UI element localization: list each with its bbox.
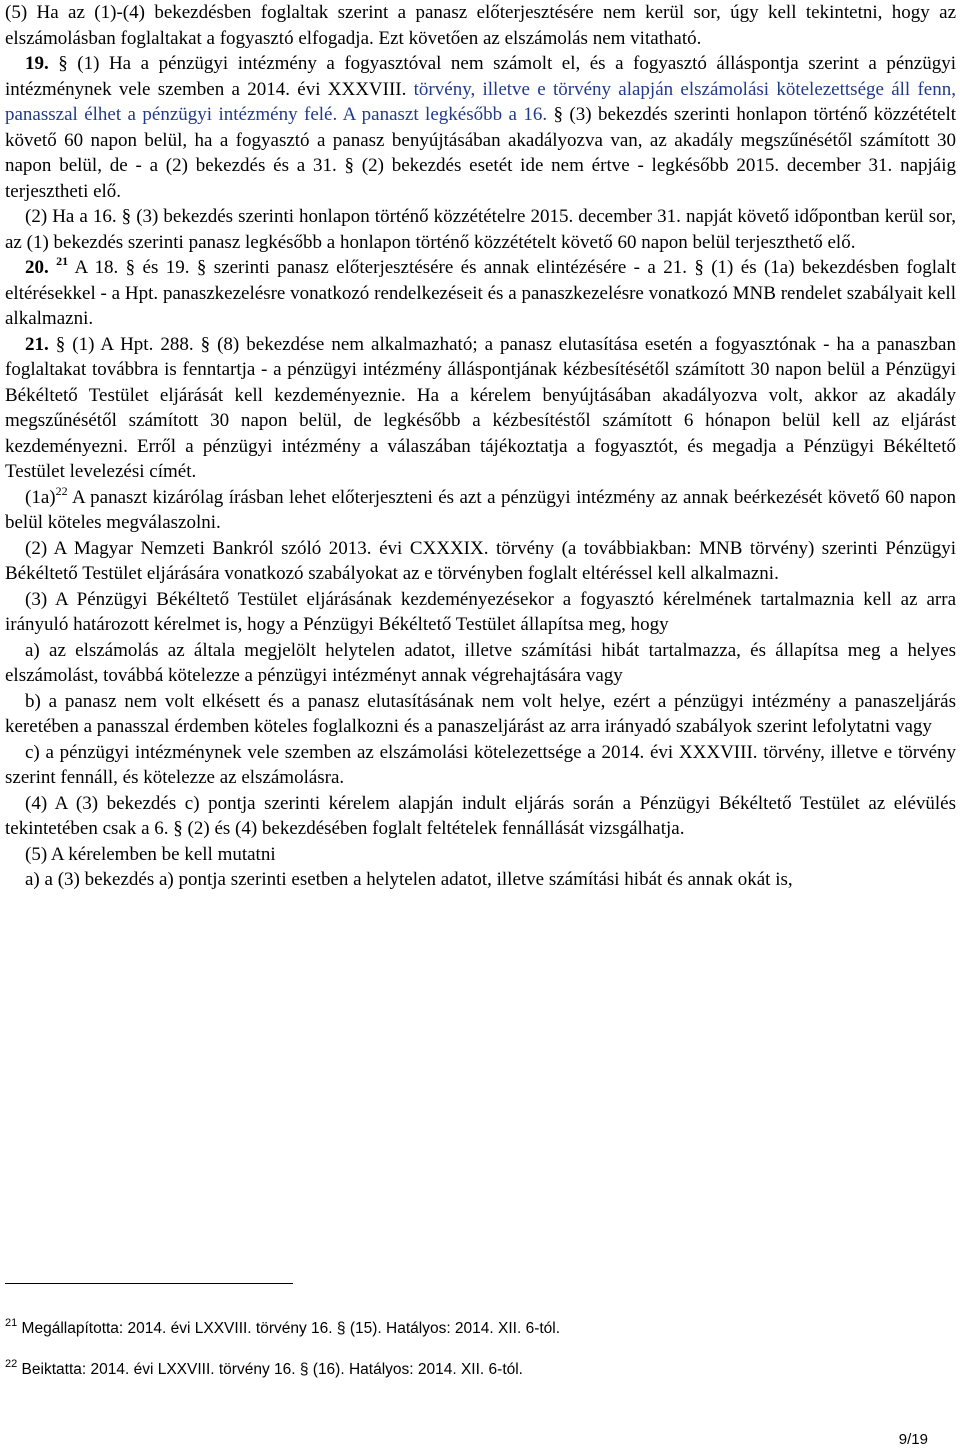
section-19-paragraph-2: (2) Ha a 16. § (3) bekezdés szerinti honlapon történő közzétételre 2015. december 31. napját követő időpontban kerül sor, az (1) bekezdés szerinti panasz legkésőbb a honlapon történő közzétételt követő 60 napon belül terjeszthető elő. (5, 206, 956, 253)
section-21-paragraph-2: (2) A Magyar Nemzeti Bankról szóló 2013. évi CXXXIX. törvény (a továbbiakban: MNB törvény) szerinti Pénzügyi Békéltető Testület eljárására vonatkozó szabályokat az e törvényben foglalt eltéréssel kell alkalmazni. (5, 537, 956, 584)
paragraph-text: § (3) bekezdés szerinti honlapon történő közzétételt követő 60 napon belül, ha a fogyasztó a panasz benyújtásában akadályozva van, az akadály megszűnésétől számított 30 napon belül, de - a (2) bekezdés és a 31. § (2) bekezdés esetét ide nem értve - legkésőbb 2015. december 31. napjáig terjesztheti elő. (5, 104, 957, 202)
section-20 (5, 255, 956, 332)
section-21-paragraph-3: (3) A Pénzügyi Békéltető Testület eljárásának kezdeményezésekor a fogyasztó kérelmének tartalmaznia kell az arra irányuló határozott kérelmet is, hogy a Pénzügyi Békéltető Testület állapítsa meg, hogy (5, 588, 956, 635)
footnote-number: 22 (5, 1358, 18, 1370)
paragraph-text: A 18. § és 19. § szerinti panasz előterjesztésére és annak elintézésére - a 21. § (1) és (1a) bekezdésben foglalt eltérésekkel - a Hpt. panaszkezelésre vonatkozó rendelkezéseit és a panaszkezelésre vonatkozó MNB rendelet szabályait kell alkalmazni. (5, 257, 956, 329)
page-number: 9/19 (898, 1431, 928, 1448)
paragraph-text: § (1) A Hpt. 288. § (8) bekezdése nem alkalmazható; a panasz elutasítása esetén a fogyasztónak - ha a panaszban foglaltakat továbbra is fenntartja - a pénzügyi intézmény álláspontjának kézbesítésétől számított 30 napon belül a Pénzügyi Békéltető Testület eljárását kell kezdeményeznie. Ha a kérelem benyújtásában akadályozva volt, akkor az akadály megszűnésétől számított 30 napon belül, de legkésőbb a kézbesítéstől számított 6 hónapon belül kell az eljárást kezdeményezni. Erről a pénzügyi intézmény a válaszában tájékoztatja a fogyasztót, és megadja a Pénzügyi Békéltető Testület levelezési címét. (5, 333, 956, 482)
paragraph-prefix: (1a) (25, 486, 56, 508)
section-number: 20. (25, 257, 49, 278)
point-b: b) a panasz nem volt elkésett és a panasz elutasításának nem volt helye, ezért a pénzügyi intézmény a panaszeljárás keretében a panasszal érdemben köteles foglalkozni és a panaszeljárást az arra irányadó szabályok szerint lefolytatni vagy (5, 690, 956, 737)
footnote-text: Beiktatta: 2014. évi LXXVIII. törvény 16. § (16). Hatályos: 2014. XII. 6-tól. (17, 1361, 523, 1378)
paragraph-text: § (1) Ha a pénzügyi intézmény a fogyasztóval nem számolt el, és a fogyasztó álláspontja szerint a pénzügyi intézménynek vele szemben a 2014. évi XXXVIII. (5, 53, 956, 100)
paragraph-5: (5) Ha az (1)-(4) bekezdésben foglaltak szerint a panasz előterjesztésére nem kerül sor, úgy kell tekintetni, hogy az elszámolásban foglaltakat a fogyasztó elfogadja. Ezt követően az elszámolás nem vitatható. (5, 2, 956, 49)
footnote-divider (5, 1283, 293, 1284)
section-number: 19. (25, 53, 49, 74)
section-number: 21. (25, 333, 49, 355)
point-5a: a) a (3) bekezdés a) pontja szerinti esetben a helytelen adatot, illetve számítási hibát és annak okát is, (25, 869, 793, 890)
section-21-paragraph-1 (5, 332, 956, 485)
point-c: c) a pénzügyi intézménynek vele szemben az elszámolási kötelezettsége a 2014. évi XXXVIII. törvény, illetve e törvény szerint fennáll, és kötelezze az elszámolásra. (5, 741, 956, 788)
point-a: a) az elszámolás az általa megjelölt helytelen adatot, illetve számítási hibát tartalmazza, és állapítsa meg a helyes elszámolást, továbbá kötelezze a pénzügyi intézményt annak végrehajtására vagy (5, 639, 956, 686)
footnote-22 (5, 1360, 523, 1380)
paragraph-text-blue: törvény, illetve e törvény alapján elszámolási kötelezettsége áll fenn, panasszal élhet a pénzügyi intézmény felé. A panaszt legkésőbb a 16. (5, 78, 956, 125)
footnote-21 (5, 1319, 560, 1339)
footnote-ref: 22 (55, 483, 68, 498)
section-19-paragraph-1 (5, 51, 956, 204)
section-21-paragraph-5: (5) A kérelemben be kell mutatni (25, 843, 276, 865)
document-body (5, 0, 956, 893)
footnote-text: Megállapította: 2014. évi LXXVIII. törvény 16. § (15). Hatályos: 2014. XII. 6-tól. (17, 1320, 561, 1337)
footnote-ref: 21 (56, 254, 69, 268)
paragraph-text: A panaszt kizárólag írásban lehet előterjeszteni és azt a pénzügyi intézmény az annak beérkezését követő 60 napon belül köteles megválaszolni. (5, 486, 956, 533)
section-21-paragraph-1a (5, 485, 956, 536)
section-21-paragraph-4: (4) A (3) bekezdés c) pontja szerinti kérelem alapján indult eljárás során a Pénzügyi Békéltető Testület az elévülés tekintetében csak a 6. § (2) és (4) bekezdésében foglalt feltételek fennállását vizsgálhatja. (5, 792, 956, 839)
footnote-number: 21 (5, 1317, 18, 1329)
